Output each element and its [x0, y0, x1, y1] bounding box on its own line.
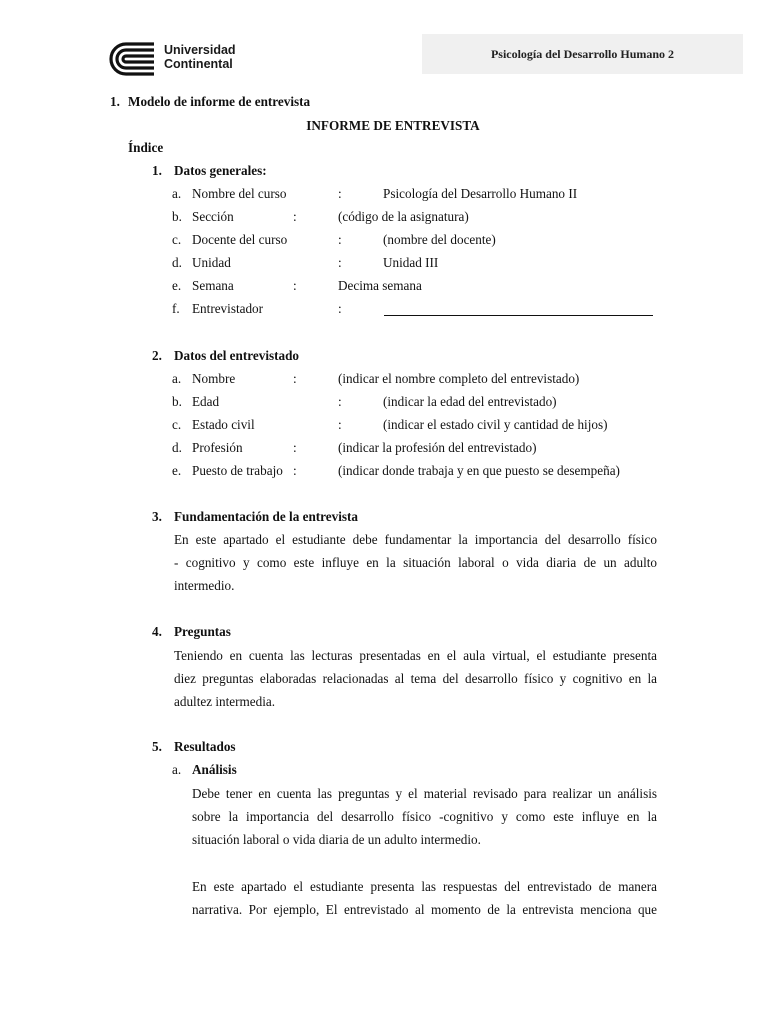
datos-generales-title: Datos generales:: [174, 163, 267, 178]
field-colon: :: [293, 463, 297, 478]
field-colon: :: [293, 209, 297, 224]
datos-generales-number: 1.: [152, 163, 162, 178]
preguntas-title: Preguntas: [174, 624, 231, 639]
field-label: Estado civil: [192, 417, 255, 432]
field-value: (nombre del docente): [383, 232, 496, 247]
list-letter: a.: [172, 371, 182, 386]
analisis-title: Análisis: [192, 762, 237, 777]
field-value: Decima semana: [338, 278, 422, 293]
field-colon: :: [293, 371, 297, 386]
datos-entrevistado-title: Datos del entrevistado: [174, 348, 300, 363]
preguntas-number: 4.: [152, 624, 162, 639]
field-value: Psicología del Desarrollo Humano II: [383, 186, 578, 201]
list-letter: d.: [172, 440, 182, 455]
document-title: INFORME DE ENTREVISTA: [306, 118, 480, 133]
field-label: Nombre: [192, 371, 236, 386]
field-label: Nombre del curso: [192, 186, 287, 201]
field-colon: :: [338, 301, 342, 316]
list-letter: b.: [172, 394, 182, 409]
list-letter: c.: [172, 417, 182, 432]
field-colon: :: [338, 255, 342, 270]
field-label: Unidad: [192, 255, 231, 270]
preguntas-line: Teniendo en cuenta las lecturas presentadas en el aula virtual, el estudiante presenta: [174, 648, 657, 663]
field-label: Puesto de trabajo: [192, 463, 283, 478]
analisis-letter: a.: [172, 762, 182, 777]
fundamentacion-line: En este apartado el estudiante debe fundamentar la importancia del desarrollo físico: [174, 532, 657, 547]
logo-line-1: Universidad: [164, 43, 236, 57]
field-label: Entrevistador: [192, 301, 264, 316]
logo-c-mark-icon: [108, 41, 158, 77]
field-value: (indicar donde trabaja y en que puesto se desempeña): [338, 463, 620, 478]
resultados-title: Resultados: [174, 739, 236, 754]
field-colon: :: [293, 440, 297, 455]
list-letter: a.: [172, 186, 182, 201]
field-value: (indicar la edad del entrevistado): [383, 394, 557, 409]
index-heading: Índice: [128, 140, 164, 155]
fundamentacion-line: intermedio.: [174, 578, 235, 593]
analisis-line: situación laboral o vida diaria de un adulto intermedio.: [192, 832, 481, 847]
field-value: (código de la asignatura): [338, 209, 469, 224]
field-label: Semana: [192, 278, 234, 293]
datos-entrevistado-number: 2.: [152, 348, 162, 363]
field-colon: :: [293, 278, 297, 293]
field-label: Profesión: [192, 440, 243, 455]
analisis-line: sobre la importancia del desarrollo físico -cognitivo y como este influye en la: [192, 809, 657, 824]
list-letter: c.: [172, 232, 182, 247]
field-colon: :: [338, 232, 342, 247]
list-letter: e.: [172, 278, 182, 293]
field-colon: :: [338, 417, 342, 432]
field-label: Docente del curso: [192, 232, 288, 247]
field-label: Sección: [192, 209, 234, 224]
analisis-line: En este apartado el estudiante presenta las respuestas del entrevistado de manera: [192, 879, 657, 894]
analisis-line: Debe tener en cuenta las preguntas y el material revisado para realizar un análisis: [192, 786, 657, 801]
university-name: [164, 44, 236, 71]
field-value: Unidad III: [383, 255, 439, 270]
field-value: (indicar el estado civil y cantidad de hijos): [383, 417, 608, 432]
list-letter: d.: [172, 255, 182, 270]
header-course-title: Psicología del Desarrollo Humano 2: [490, 47, 675, 61]
logo-line-2: Continental: [164, 56, 233, 71]
section-number: 1.: [110, 94, 120, 109]
resultados-number: 5.: [152, 739, 162, 754]
field-colon: :: [338, 186, 342, 201]
fundamentacion-title: Fundamentación de la entrevista: [174, 509, 359, 524]
field-value: (indicar el nombre completo del entrevistado): [338, 371, 580, 386]
field-colon: :: [338, 394, 342, 409]
section-title: Modelo de informe de entrevista: [128, 94, 311, 109]
header-course-box: [422, 34, 743, 74]
preguntas-line: adultez intermedia.: [174, 694, 276, 709]
fundamentacion-number: 3.: [152, 509, 162, 524]
field-label: Edad: [192, 394, 220, 409]
list-letter: f.: [172, 301, 180, 316]
fundamentacion-line: - cognitivo y como este influye en la situación laboral o vida diaria de un adulto: [174, 555, 657, 570]
list-letter: e.: [172, 463, 182, 478]
preguntas-line: diez preguntas elaboradas relacionadas al tema del desarrollo físico y cognitivo en la: [174, 671, 657, 686]
analisis-line: narrativa. Por ejemplo, El entrevistado al momento de la entrevista menciona que: [192, 902, 657, 917]
field-value: (indicar la profesión del entrevistado): [338, 440, 537, 455]
interviewer-blank-line: [384, 315, 653, 316]
list-letter: b.: [172, 209, 182, 224]
